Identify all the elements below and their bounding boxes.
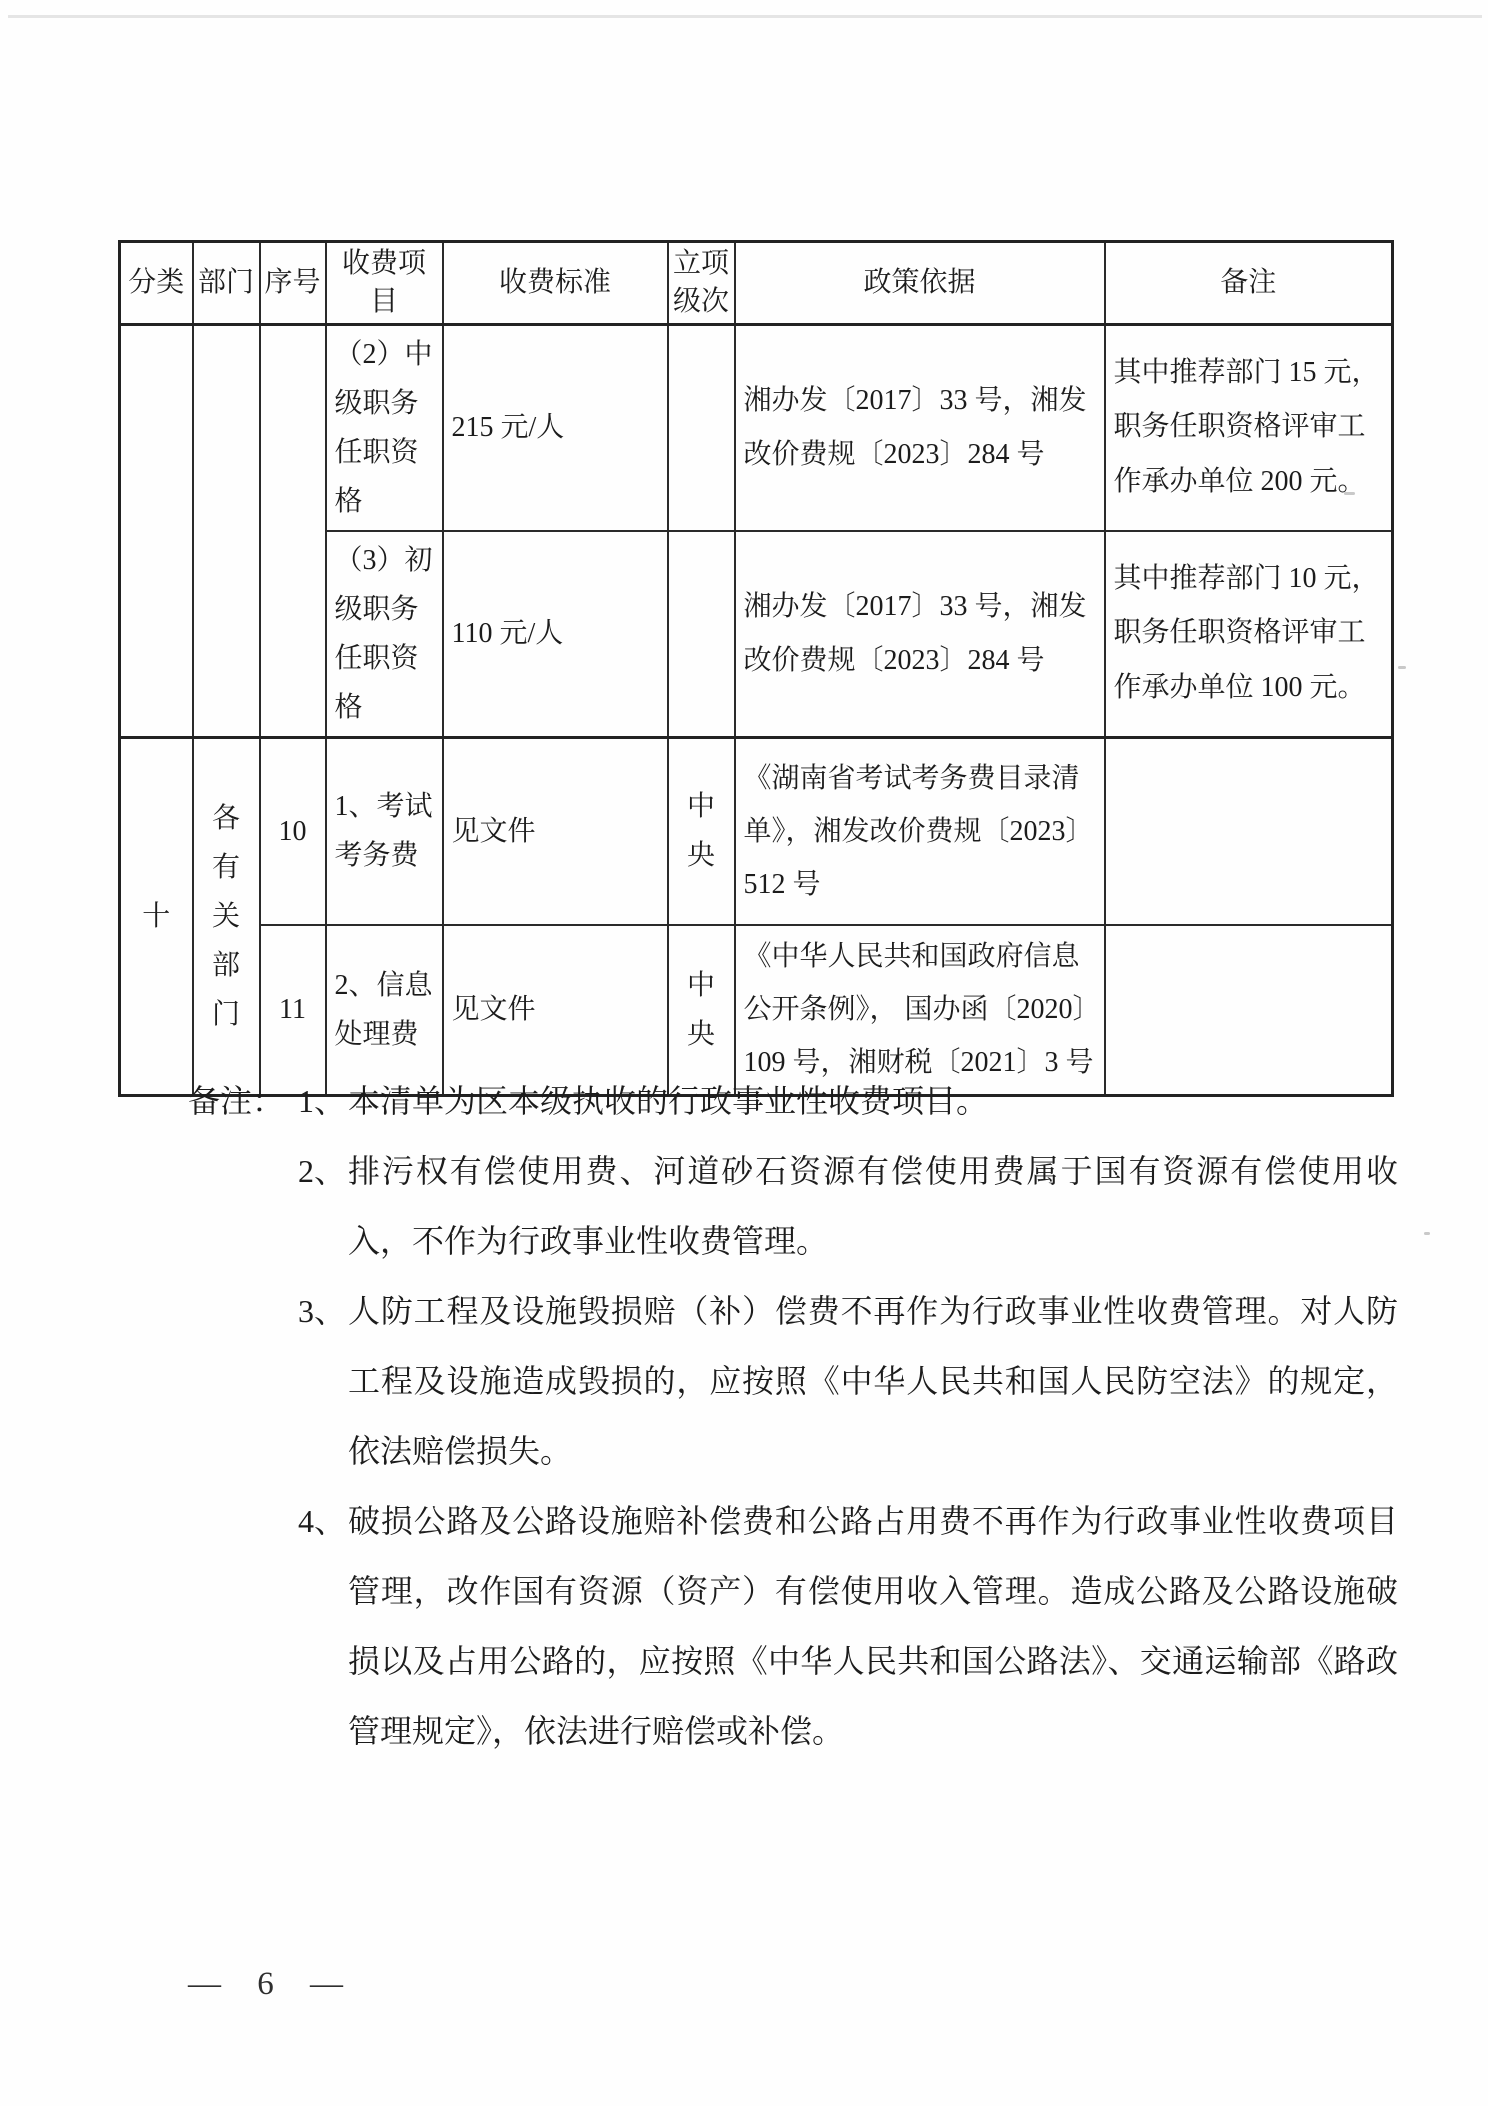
cell-remark: 其中推荐部门 15 元，职务任职资格评审工作承办单位 200 元。: [1105, 324, 1393, 531]
cell-fee-standard: 110 元/人: [443, 531, 668, 738]
header-remark: 备注: [1105, 242, 1393, 325]
remark-number: 2、: [298, 1153, 347, 1189]
cell-fee-standard: 见文件: [443, 737, 668, 925]
cell-fee-standard: 215 元/人: [443, 324, 668, 531]
table-row: [120, 324, 1393, 531]
remark-number: 4、: [298, 1503, 347, 1539]
cell-department: 各有关部门: [193, 737, 260, 1095]
fee-schedule-table: [118, 240, 1394, 1097]
cell-approval-level: [668, 324, 735, 531]
scan-artifact-line: [8, 15, 1482, 18]
cell-policy-basis: 湘办发〔2017〕33 号，湘发改价费规〔2023〕284 号: [735, 531, 1105, 738]
cell-category: 十: [120, 737, 193, 1095]
cell-policy-basis: 湘办发〔2017〕33 号，湘发改价费规〔2023〕284 号: [735, 324, 1105, 531]
cell-seq-blank: [260, 324, 326, 737]
remark-item: [298, 1066, 1398, 1136]
cell-fee-item: （3）初级职务任职资格: [326, 531, 443, 738]
scan-speck: [1424, 1232, 1430, 1235]
remark-item: [298, 1136, 1398, 1276]
remark-number: 1、: [298, 1083, 347, 1119]
cell-fee-item: 2、信息处理费: [326, 925, 443, 1095]
remark-item: [298, 1276, 1398, 1486]
remark-text: 人防工程及设施毁损赔（补）偿费不再作为行政事业性收费管理。对人防工程及设施造成毁损的，应按照《中华人民共和国人民防空法》的规定，依法赔偿损失。: [348, 1293, 1398, 1469]
cell-remark: 其中推荐部门 10 元，职务任职资格评审工作承办单位 100 元。: [1105, 531, 1393, 738]
cell-department-blank: [193, 324, 260, 737]
cell-seq: 10: [260, 737, 326, 925]
remark-number: 3、: [298, 1293, 347, 1329]
header-seq: 序号: [260, 242, 326, 325]
remarks-list: [298, 1066, 1398, 1766]
remark-text: 排污权有偿使用费、河道砂石资源有偿使用费属于国有资源有偿使用收入，不作为行政事业性收费管理。: [348, 1153, 1398, 1259]
cell-seq: 11: [260, 925, 326, 1095]
cell-approval-level: [668, 531, 735, 738]
cell-policy-basis: 《湖南省考试考务费目录清单》，湘发改价费规〔2023〕512 号: [735, 737, 1105, 925]
scan-speck: [1398, 666, 1406, 669]
cell-policy-basis: 《中华人民共和国政府信息公开条例》， 国办函〔2020〕109 号，湘财税〔2021〕3 号: [735, 925, 1105, 1095]
remark-text: 本清单为区本级执收的行政事业性收费项目。: [348, 1083, 989, 1119]
table-header-row: [120, 242, 1393, 325]
cell-fee-item: （2）中级职务任职资格: [326, 324, 443, 531]
cell-fee-standard: 见文件: [443, 925, 668, 1095]
cell-approval-level: 中央: [668, 737, 735, 925]
header-policy-basis: 政策依据: [735, 242, 1105, 325]
remark-text: 破损公路及公路设施赔补偿费和公路占用费不再作为行政事业性收费项目管理，改作国有资源（资产）有偿使用收入管理。造成公路及公路设施破损以及占用公路的，应按照《中华人民共和国公路法》、交通运输部《路政管理规定》，依法进行赔偿或补偿。: [348, 1503, 1398, 1749]
header-category: 分类: [120, 242, 193, 325]
page-number: — 6 —: [188, 1966, 357, 2002]
cell-fee-item: 1、考试考务费: [326, 737, 443, 925]
header-approval-level: 立项级次: [668, 242, 735, 325]
cell-approval-level: 中央: [668, 925, 735, 1095]
remark-item: [298, 1486, 1398, 1766]
header-fee-standard: 收费标准: [443, 242, 668, 325]
header-department: 部门: [193, 242, 260, 325]
cell-remark: [1105, 737, 1393, 925]
table-row: [120, 737, 1393, 925]
remarks-label: 备注：: [188, 1083, 285, 1119]
header-fee-item: 收费项目: [326, 242, 443, 325]
remarks-section: [188, 1066, 1398, 1766]
cell-category-blank: [120, 324, 193, 737]
